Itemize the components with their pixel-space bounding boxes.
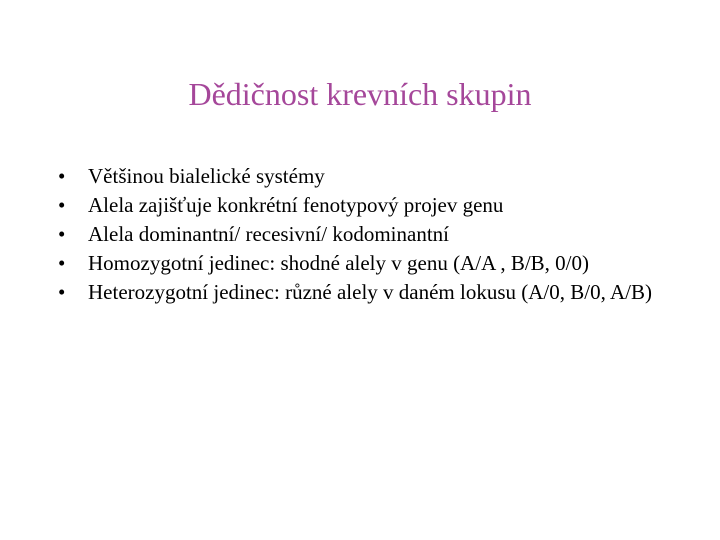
bullet-text: Většinou bialelické systémy	[88, 164, 325, 188]
bullet-icon: •	[58, 280, 66, 304]
list-item	[58, 191, 658, 220]
bullet-icon: •	[58, 193, 66, 217]
bullet-icon: •	[58, 164, 66, 188]
bullet-text: Alela dominantní/ recesivní/ kodominantní	[88, 222, 450, 246]
bullet-list	[58, 162, 658, 307]
list-item	[58, 278, 658, 307]
slide-title: Dědičnost krevních skupin	[188, 76, 532, 112]
bullet-text: Homozygotní jedinec: shodné alely v genu (A/A , B/B, 0/0)	[88, 251, 590, 275]
list-item	[58, 249, 658, 278]
list-item	[58, 162, 658, 191]
bullet-text: Alela zajišťuje konkrétní fenotypový projev genu	[88, 193, 504, 217]
list-item	[58, 220, 658, 249]
bullet-text: Heterozygotní jedinec: různé alely v daném lokusu (A/0, B/0, A/B)	[88, 280, 652, 304]
bullet-icon: •	[58, 251, 66, 275]
bullet-icon: •	[58, 222, 66, 246]
